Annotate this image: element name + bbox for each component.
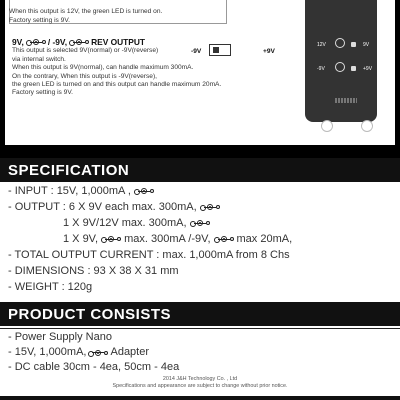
spec-input [8, 183, 398, 199]
center-negative-polarity-icon [88, 350, 108, 356]
product-consists-heading: PRODUCT CONSISTS [0, 302, 400, 326]
internal-switch-icon [209, 44, 231, 56]
top-panel [5, 0, 395, 145]
rev-line: Factory setting is 9V. [12, 89, 73, 97]
switch-plus-9v-label: +9V [263, 48, 275, 55]
fragment-line: When this output is 12V, the green LED is turned on. [9, 8, 163, 16]
heading-mid: / -9V, [47, 37, 68, 47]
device-label-9v: 9V [363, 42, 370, 48]
spec-dimensions: - DIMENSIONS : 93 X 38 X 31 mm [8, 265, 179, 277]
rev-line: via internal switch. [12, 55, 66, 63]
center-negative-polarity-icon [190, 220, 210, 226]
device-label-plus-9v: +9V [363, 66, 373, 72]
switch-minus-9v-label: -9V [191, 48, 202, 55]
rev-output-heading [12, 38, 238, 46]
center-negative-polarity-icon [200, 204, 220, 210]
center-negative-polarity-icon [134, 188, 154, 194]
power-supply-device-illustration [305, 0, 377, 122]
selector-knob-icon [335, 38, 345, 48]
heading-prefix: 9V, [12, 37, 24, 47]
led-indicator-icon [351, 66, 356, 71]
spec-output-text: - OUTPUT : 6 X 9V each max. 300mA, [8, 201, 197, 213]
footer-copyright: 2014 J&H Technology Co. , Ltd [162, 376, 238, 382]
rev-line: the green LED is turned on and this output can handle maximum 20mA. [12, 81, 222, 89]
bottom-border [0, 396, 400, 400]
center-negative-polarity-icon [26, 39, 46, 45]
spec-output-text: 1 X 9V/12V max. 300mA, [63, 217, 187, 229]
spec-output-text: 1 X 9V, [63, 233, 99, 245]
product-item: - DC cable 30cm - 4ea, 50cm - 4ea [8, 361, 180, 373]
product-item [8, 345, 398, 360]
divider [0, 328, 400, 329]
center-negative-polarity-icon [69, 39, 89, 45]
product-item: - Power Supply Nano [8, 331, 112, 343]
spec-total-current: - TOTAL OUTPUT CURRENT : max. 1,000mA from 8 Chs [8, 249, 290, 261]
previous-section-text [9, 0, 239, 25]
spec-output-text: max 20mA, [236, 233, 293, 245]
spec-output-text: max. 300mA /-9V, [124, 233, 211, 245]
device-label-12v: 12V [317, 42, 326, 48]
footer [0, 376, 400, 390]
center-negative-polarity-icon [214, 236, 234, 242]
center-negative-polarity-icon [101, 236, 121, 242]
spec-input-text: - INPUT : 15V, 1,000mA , [8, 185, 131, 197]
led-indicator-icon [351, 42, 356, 47]
product-item-text: Adapter [110, 346, 150, 358]
rev-line: This output is selected 9V(normal) or -9V(reverse) [12, 47, 159, 55]
product-item-text: - 15V, 1,000mA, [8, 346, 87, 358]
spec-output [8, 199, 398, 215]
selector-knob-icon [335, 62, 345, 72]
spec-output-line-3 [8, 231, 398, 247]
heading-suffix: REV OUTPUT [91, 37, 146, 47]
device-label-minus-9v: -9V [317, 66, 325, 72]
rev-line: On the contrary, When this output is -9V(reverse), [12, 72, 157, 80]
device-grille [335, 98, 357, 103]
spec-weight: - WEIGHT : 120g [8, 281, 93, 293]
top-panel-background [0, 0, 400, 158]
specification-heading: SPECIFICATION [0, 158, 400, 182]
rev-line: When this output is 9V(normal), can handle maximum 300mA. [12, 64, 194, 72]
fragment-line: Factory setting is 9V. [9, 16, 70, 24]
product-consists-list [8, 330, 398, 375]
specification-list [8, 183, 398, 295]
rev-output-section [12, 38, 238, 98]
spec-output-line-2 [8, 215, 398, 231]
device-foot-icon [361, 120, 373, 132]
footer-notice: Specifications and appearance are subject to change without prior notice. [112, 383, 288, 389]
device-foot-icon [321, 120, 333, 132]
